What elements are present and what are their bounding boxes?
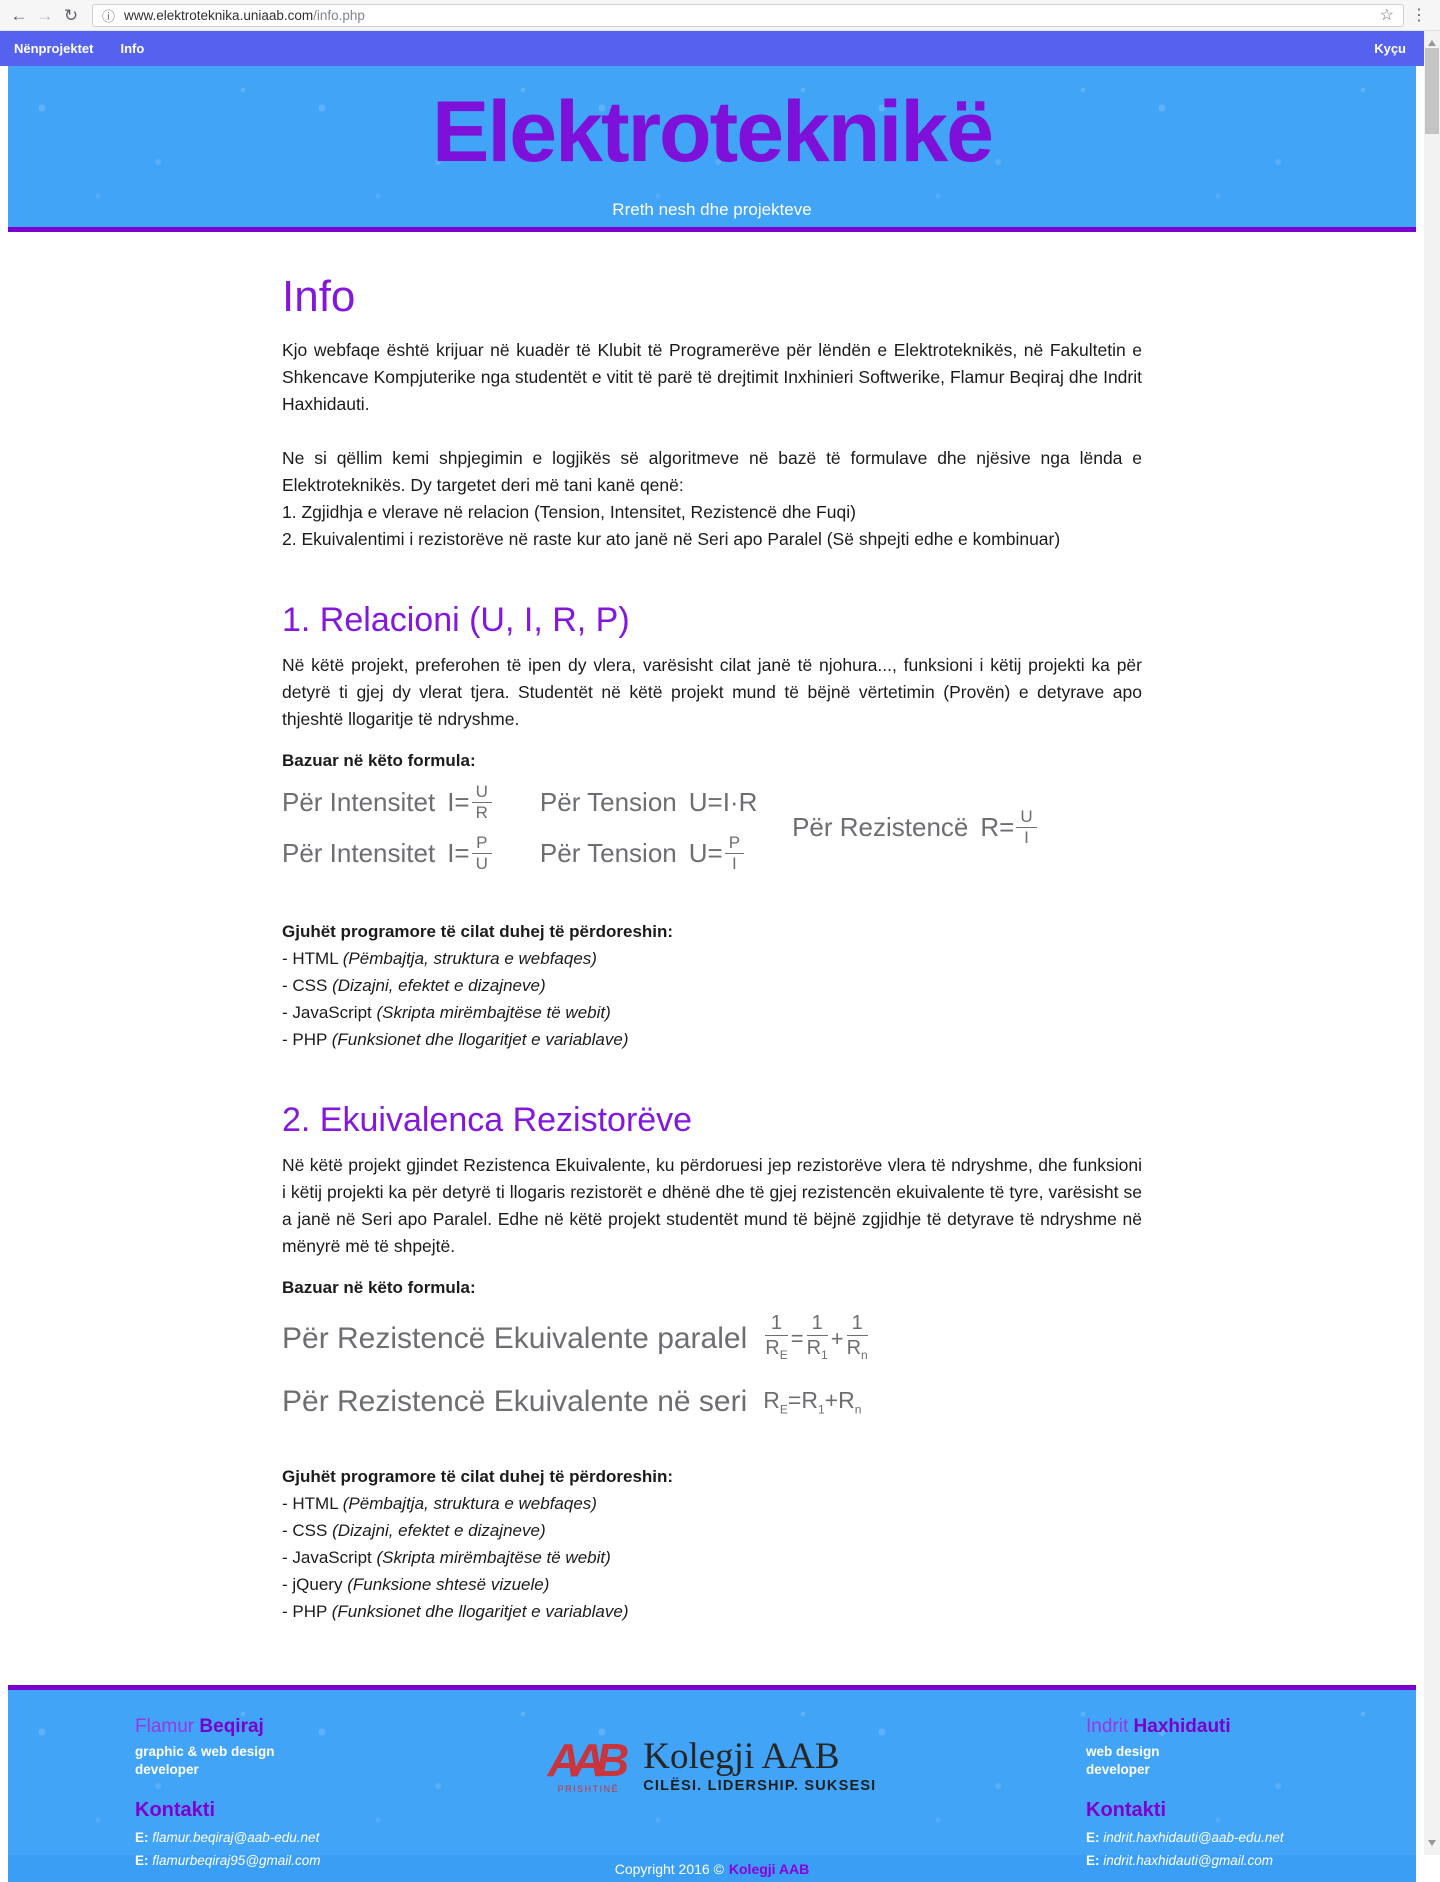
footer-email[interactable]: E: indrit.haxhidauti@gmail.com — [1086, 1853, 1274, 1868]
scrollbar-up-icon[interactable] — [1428, 36, 1436, 46]
formula-intensitet-ur: Për Intensitet I= $\frac{U}{R}$ — [282, 782, 492, 823]
formula-seri: Për Rezistencë Ekuivalente në seri $R_E=R_1+R_n$ — [282, 1385, 862, 1418]
list-item: - CSS (Dizajni, efektet e dizajneve) — [282, 976, 546, 995]
copyright-text: Copyright 2016 © — [614, 1860, 724, 1877]
list-item: - JavaScript (Skripta mirëmbajtëse të webit) — [282, 1003, 611, 1022]
footer-name-indrit: Indrit Haxhidauti — [1086, 1716, 1231, 1737]
section1-paragraph: Në këtë projekt, preferohen të ipen dy vlera, varësisht cilat janë të njohura..., funksioni i këtij projekti ka për detyrë ti gjej dy vlerat tjera. Studentët në këtë projekt mund të bëjnë vërtetimin (Provën) e detyrave apo thjeshtë llogaritje të ndryshme. — [282, 655, 1142, 729]
section1-formula-intro: Bazuar në këto formula: — [282, 751, 476, 770]
formula-tension-ir: Për Tension U=I·R — [539, 787, 758, 817]
list-item: - PHP (Funksionet dhe llogaritjet e variablave) — [282, 1030, 629, 1049]
section1-heading: 1. Relacioni (U, I, R, P) — [282, 601, 630, 639]
list-item: - JavaScript (Skripta mirëmbajtëse të webit) — [282, 1548, 611, 1567]
section2-paragraph: Në këtë projekt gjindet Rezistenca Ekuivalente, ku përdoruesi jep rezistorëve vlera të ndryshme, dhe funksioni i këtij projekti ka për detyrë ti llogaris rezistorët e dhënë dhe të gjej rezistencën ekuivalente të tyre, varësisht se a janë në Seri apo Paralel. Edhe në këtë projekt studentët mund të bëjnë zgjidhje të detyrave të ndryshme në mënyrë më të shpejtë. — [282, 1155, 1142, 1256]
nav-item-info[interactable]: Info — [120, 41, 145, 56]
url-path: /info.php — [313, 7, 365, 23]
intro-target-2: 2. Ekuivalentimi i rezistorëve në raste kur ato janë në Seri apo Paralel (Së shpejti edhe e kombinuar) — [282, 529, 1061, 549]
browser-toolbar — [0, 0, 1440, 31]
list-item: - jQuery (Funksione shtesë vizuele) — [282, 1575, 550, 1594]
footer-role: graphic & web design — [135, 1744, 275, 1759]
nav-item-nenprojektet[interactable]: Nënprojektet — [14, 41, 94, 56]
formula-intensitet-pu: Për Intensitet I= $\frac{P}{U}$ — [282, 833, 492, 874]
footer-left-column — [8, 1690, 338, 1868]
refresh-icon[interactable]: ↻ — [63, 5, 79, 25]
footer-role: web design — [1086, 1744, 1160, 1759]
browser-menu-icon[interactable]: ⋮ — [1411, 7, 1427, 24]
formula-tension-pi: Për Tension U= $\frac{P}{I}$ — [540, 833, 744, 874]
footer-role: developer — [1086, 1762, 1150, 1777]
list-item: - CSS (Dizajni, efektet e dizajneve) — [282, 1521, 546, 1540]
page-title: Info — [282, 272, 356, 321]
footer-name-flamur: Flamur Beqiraj — [135, 1716, 264, 1737]
formula-rezistence-ui: Për Rezistencë R= $\frac{U}{I}$ — [792, 807, 1037, 848]
footer-email[interactable]: E: flamurbeqiraj95@gmail.com — [135, 1853, 321, 1868]
site-subtitle: Rreth nesh dhe projekteve — [612, 200, 812, 219]
url-domain: www.elektroteknika.uniaab.com — [124, 7, 314, 23]
list-item: - HTML (Pëmbajtja, struktura e webfaqes) — [282, 949, 597, 968]
footer-contact-heading: Kontakti — [135, 1799, 215, 1821]
formula-seri-expression: $R_E=R_1+R_n$ — [763, 1387, 862, 1417]
main-nav — [0, 31, 1424, 66]
footer-right-column — [1086, 1690, 1416, 1868]
section2-heading: 2. Ekuivalenca Rezistorëve — [282, 1101, 693, 1139]
scrollbar-thumb[interactable] — [1425, 48, 1439, 134]
section1-languages-heading: Gjuhët programore të cilat duhej të përdoreshin: — [282, 922, 674, 941]
formula-paralel-expression: $\frac{1}{R_E}$ = $\frac{1}{R_1}$ + $\frac{1}{R_n}$ — [765, 1312, 868, 1362]
main-content — [282, 274, 1142, 1685]
footer-logo-text: Kolegji AAB CILËSI. LIDERSHIP. SUKSESI — [643, 1736, 877, 1794]
site-footer — [8, 1685, 1416, 1868]
intro-paragraph-2: Ne si qëllim kemi shpjegimin e logjikës së algoritmeve në bazë të formulave dhe njësive nga lënda e Elektroteknikës. Dy targetet deri më tani kanë qenë: — [282, 448, 1142, 495]
footer-role: developer — [135, 1762, 199, 1777]
nav-item-kycu[interactable]: Kyçu — [1374, 41, 1406, 56]
copyright-brand-link[interactable]: Kolegji AAB — [728, 1860, 810, 1877]
footer-email[interactable]: E: indrit.haxhidauti@aab-edu.net — [1086, 1830, 1284, 1845]
site-header — [8, 66, 1416, 232]
list-item: - PHP (Funksionet dhe llogaritjet e variablave) — [282, 1602, 629, 1621]
forward-icon[interactable]: → — [36, 5, 54, 25]
section2-formula-intro: Bazuar në këto formula: — [282, 1278, 476, 1297]
intro-paragraph-2-block — [282, 445, 1142, 553]
site-title: Elektroteknikë — [432, 84, 992, 180]
formula-paralel: Për Rezistencë Ekuivalente paralel $\frac{1}{R_E}$ = $\frac{1}{R_1}$ + $\frac{1}{R_n}$ — [282, 1311, 1142, 1367]
page-viewport — [0, 31, 1424, 1877]
footer-email[interactable]: E: flamur.beqiraj@aab-edu.net — [135, 1830, 320, 1845]
footer-contact-heading: Kontakti — [1086, 1799, 1166, 1821]
page-info-icon[interactable]: ⓘ — [102, 8, 116, 24]
bookmark-star-icon[interactable]: ☆ — [1379, 7, 1394, 24]
formula-row-2 — [282, 807, 1142, 874]
intro-target-1: 1. Zgjidhja e vlerave në relacion (Tension, Intensitet, Rezistencë dhe Fuqi) — [282, 502, 856, 522]
page-scrollbar[interactable] — [1424, 31, 1440, 1855]
scrollbar-down-icon[interactable] — [1428, 1840, 1436, 1850]
aab-emblem-icon: AAB PRISHTINË — [547, 1734, 621, 1794]
back-icon[interactable]: ← — [10, 5, 28, 25]
footer-logo — [547, 1734, 877, 1794]
section2-languages-heading: Gjuhët programore të cilat duhej të përdoreshin: — [282, 1467, 674, 1486]
list-item: - HTML (Pëmbajtja, struktura e webfaqes) — [282, 1494, 597, 1513]
intro-paragraph-1: Kjo webfaqe është krijuar në kuadër të Klubit të Programerëve për lëndën e Elektroteknikës, në Fakultetin e Shkencave Kompjuterike nga studentët e vitit të parë të drejtimit Inxhinieri Softwerike, Flamur Beqiraj dhe Indrit Haxhidauti. — [282, 340, 1142, 414]
url-bar[interactable] — [92, 4, 1404, 27]
